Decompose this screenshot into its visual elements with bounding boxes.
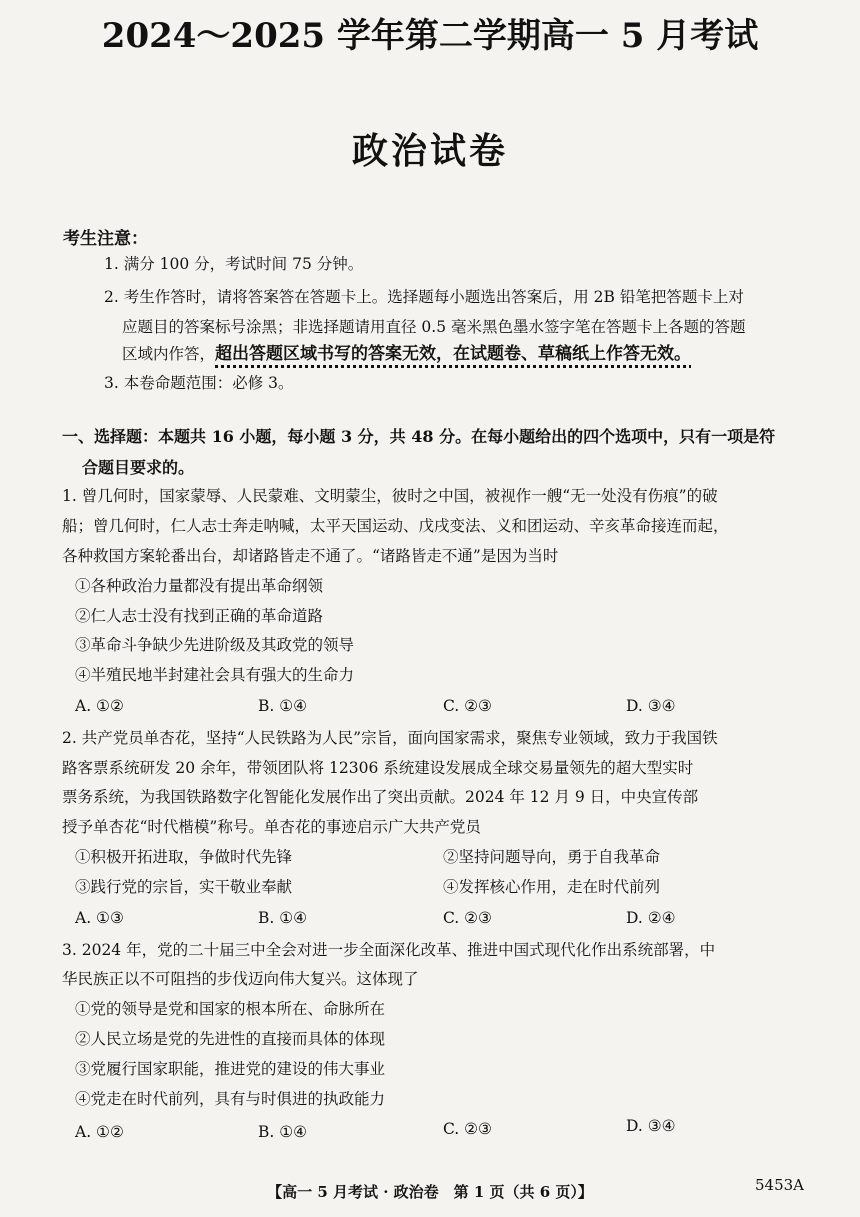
notice-item-2-cont: 应题目的答案标号涂黑；非选择题请用直径 0.5 毫米黑色墨水签字笔在答题卡上各题的答题 xyxy=(122,318,746,336)
question-2-statement: ③践行党的宗旨，实干敬业奉献 xyxy=(75,878,293,896)
exam-title: 2024～2025 学年第二学期高一 5 月考试 xyxy=(101,16,759,56)
question-2-option-c[interactable]: C. ②③ xyxy=(443,909,492,927)
question-3-statement: ③党履行国家职能，推进党的建设的伟大事业 xyxy=(75,1060,386,1078)
notice-item-2-last xyxy=(122,346,691,363)
question-1-statement: ④半殖民地半封建社会具有强大的生命力 xyxy=(75,666,355,684)
question-2-option-b[interactable]: B. ①④ xyxy=(258,909,308,927)
question-1-option-c[interactable]: C. ②③ xyxy=(443,697,492,715)
question-2-stem-2: 路客票系统研发 20 余年，带领团队将 12306 系统建设发展成全球交易量领先的超大型实时 xyxy=(62,759,694,777)
question-1-statement: ③革命斗争缺少先进阶级及其政党的领导 xyxy=(75,636,355,654)
question-2-option-d[interactable]: D. ②④ xyxy=(626,909,676,927)
question-3-stem-2: 华民族正以不可阻挡的步伐迈向伟大复兴。这体现了 xyxy=(62,970,419,988)
question-1-option-b[interactable]: B. ①④ xyxy=(258,697,308,715)
question-2-statement: ④发挥核心作用，走在时代前列 xyxy=(443,878,661,896)
notice-item-2-last-text: 区域内作答， xyxy=(122,345,216,363)
question-2-stem-4: 授予单杏花“时代楷模”称号。单杏花的事迹启示广大共产党员 xyxy=(62,818,481,836)
question-1-stem-3: 各种救国方案轮番出台，却诸路皆走不通了。“诸路皆走不通”是因为当时 xyxy=(62,547,559,565)
paper-code: 5453A xyxy=(754,1176,804,1194)
question-1-option-d[interactable]: D. ③④ xyxy=(626,697,676,715)
notice-item-3: 3. 本卷命题范围：必修 3。 xyxy=(104,374,294,392)
question-1-statement: ①各种政治力量都没有提出革命纲领 xyxy=(75,577,324,595)
question-3-statement: ②人民立场是党的先进性的直接而具体的体现 xyxy=(75,1030,386,1048)
notice-heading: 考生注意： xyxy=(63,229,148,249)
notice-item-1: 1. 满分 100 分，考试时间 75 分钟。 xyxy=(104,255,364,273)
question-3-option-b[interactable]: B. ①④ xyxy=(258,1123,308,1141)
question-2-stem-1: 2. 共产党员单杏花，坚持“人民铁路为人民”宗旨，面向国家需求，聚焦专业领域，致力于我国铁 xyxy=(62,729,718,747)
question-1-stem-2: 船；曾几何时，仁人志士奔走呐喊，太平天国运动、戊戌变法、义和团运动、辛亥革命接连而起， xyxy=(62,517,729,535)
question-2-statement: ②坚持问题导向，勇于自我革命 xyxy=(443,848,661,866)
section-heading: 一、选择题：本题共 16 小题，每小题 3 分，共 48 分。在每小题给出的四个选项中，只有一项是符 xyxy=(62,427,776,446)
question-2-statement: ①积极开拓进取，争做时代先锋 xyxy=(75,848,293,866)
notice-emphasis: 超出答题区域书写的答案无效，在试题卷、草稿纸上作答无效。 xyxy=(215,344,692,364)
question-3-stem-1: 3. 2024 年，党的二十届三中全会对进一步全面深化改革、推进中国式现代化作出系统部署，中 xyxy=(62,941,716,959)
question-3-option-c[interactable]: C. ②③ xyxy=(443,1120,492,1138)
page-footer: 【高一 5 月考试 · 政治卷 第 1 页（共 6 页）】 xyxy=(267,1183,593,1201)
section-heading-cont: 合题目要求的。 xyxy=(82,458,195,477)
question-1-statement: ②仁人志士没有找到正确的革命道路 xyxy=(75,607,324,625)
question-3-statement: ①党的领导是党和国家的根本所在、命脉所在 xyxy=(75,1000,386,1018)
question-3-statement: ④党走在时代前列，具有与时俱进的执政能力 xyxy=(75,1090,386,1108)
question-3-option-d[interactable]: D. ③④ xyxy=(626,1117,676,1135)
question-1-option-a[interactable]: A. ①② xyxy=(75,697,124,715)
question-2-stem-3: 票务系统，为我国铁路数字化智能化发展作出了突出贡献。2024 年 12 月 9 日，中央宣传部 xyxy=(62,788,699,806)
question-2-option-a[interactable]: A. ①③ xyxy=(75,909,124,927)
notice-item-2: 2. 考生作答时，请将答案答在答题卡上。选择题每小题选出答案后，用 2B 铅笔把答题卡上对 xyxy=(104,288,744,306)
subject-title: 政治试卷 xyxy=(351,130,508,172)
question-3-option-a[interactable]: A. ①② xyxy=(75,1123,124,1141)
question-1-stem-1: 1. 曾几何时，国家蒙辱、人民蒙难、文明蒙尘，彼时之中国，被视作一艘“无一处没有伤痕”的破 xyxy=(62,487,718,505)
